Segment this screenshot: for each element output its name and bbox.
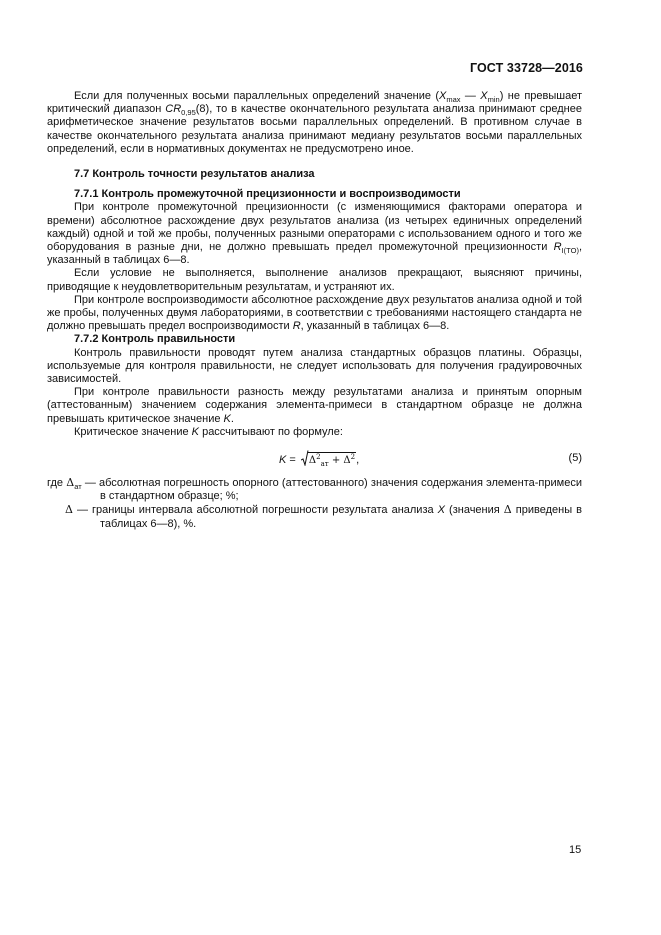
paragraph-trueness-criterion: При контроле правильности разность между результатами анализа и принятым опорным (аттестованным) значением содержания элемента-примеси в стандартном образце не должна превышать критическое значение K. [47, 386, 582, 425]
document-body [47, 90, 582, 531]
paragraph-trueness-control: Контроль правильности проводят путем анализа стандартных образцов платины. Образцы, используемые для контроля правильности, не следует использовать для получения градуировочных зависимостей. [47, 346, 582, 386]
paragraph-final-result: Если для полученных восьми параллельных определений значение ($X_{max}$ — $X_{min}$) не превышает критический диапазон $CR_{0,95}(8)$, то в качестве окончательного результата анализа принимают среднее арифметическое значение результатов восьми параллельных определений. В противном случае в качестве окончательного результата анализа принимают медиану результатов восьми параллельных определений, если в нормативных документах не предусмотрено иное. [47, 90, 582, 155]
paragraph-reproducibility: При контроле воспроизводимости абсолютное расхождение двух результатов анализа одной и той же пробы, полученных двумя лабораториями, в соответствии с требованиями настоящего стандарта не должно превышать предел воспроизводимости R, указанный в таблицах 6—8. [47, 293, 582, 333]
section-heading-7-7-1: 7.7.1 Контроль промежуточной прецизионности и воспроизводимости [74, 188, 461, 201]
formula-row [47, 446, 582, 472]
paragraph-intermediate-precision: При контроле промежуточной прецизионности (с изменяющимися факторами оператора и времени) абсолютное расхождение двух результатов анализа (из четырех единичных определений каждый) одной и той же пробы, полученных разными операторами с использованием одного и того же оборудования в разные дни, не должно превышать предел промежуточной прецизионности $R_{I(TO)}$, указанный в таблицах 6—8. [47, 201, 582, 267]
definition-delta-at: где $\Delta_{ат}$ — абсолютная погрешность опорного (аттестованного) значения содержания элемента-примеси в стандартном образце; %; [47, 476, 582, 503]
formula-number: (5) [568, 452, 582, 465]
section-heading-7-7: 7.7 Контроль точности результатов анализа [74, 168, 315, 181]
square-root: $\Delta^2_{ат} + \Delta^2$ [301, 452, 356, 467]
page-number: 15 [569, 844, 582, 856]
document-code: ГОСТ 33728—2016 [469, 61, 583, 75]
paragraph-critical-value-intro: Критическое значение K рассчитывают по формуле: [74, 425, 343, 438]
radical-sign-icon [301, 450, 309, 466]
section-heading-7-7-2: 7.7.2 Контроль правильности [74, 333, 236, 346]
paragraph-condition-failure: Если условие не выполняется, выполнение анализов прекращают, выясняют причины, приводящие к неудовлетворительным результатам, и устраняют их. [47, 267, 582, 293]
formula-k: K = $\Delta^2_{ат} + \Delta^2$, [279, 452, 359, 467]
definition-delta: Δ — границы интервала абсолютной погрешности результата анализа X (значения Δ приведены в таблицах 6—8), %. [65, 503, 582, 530]
